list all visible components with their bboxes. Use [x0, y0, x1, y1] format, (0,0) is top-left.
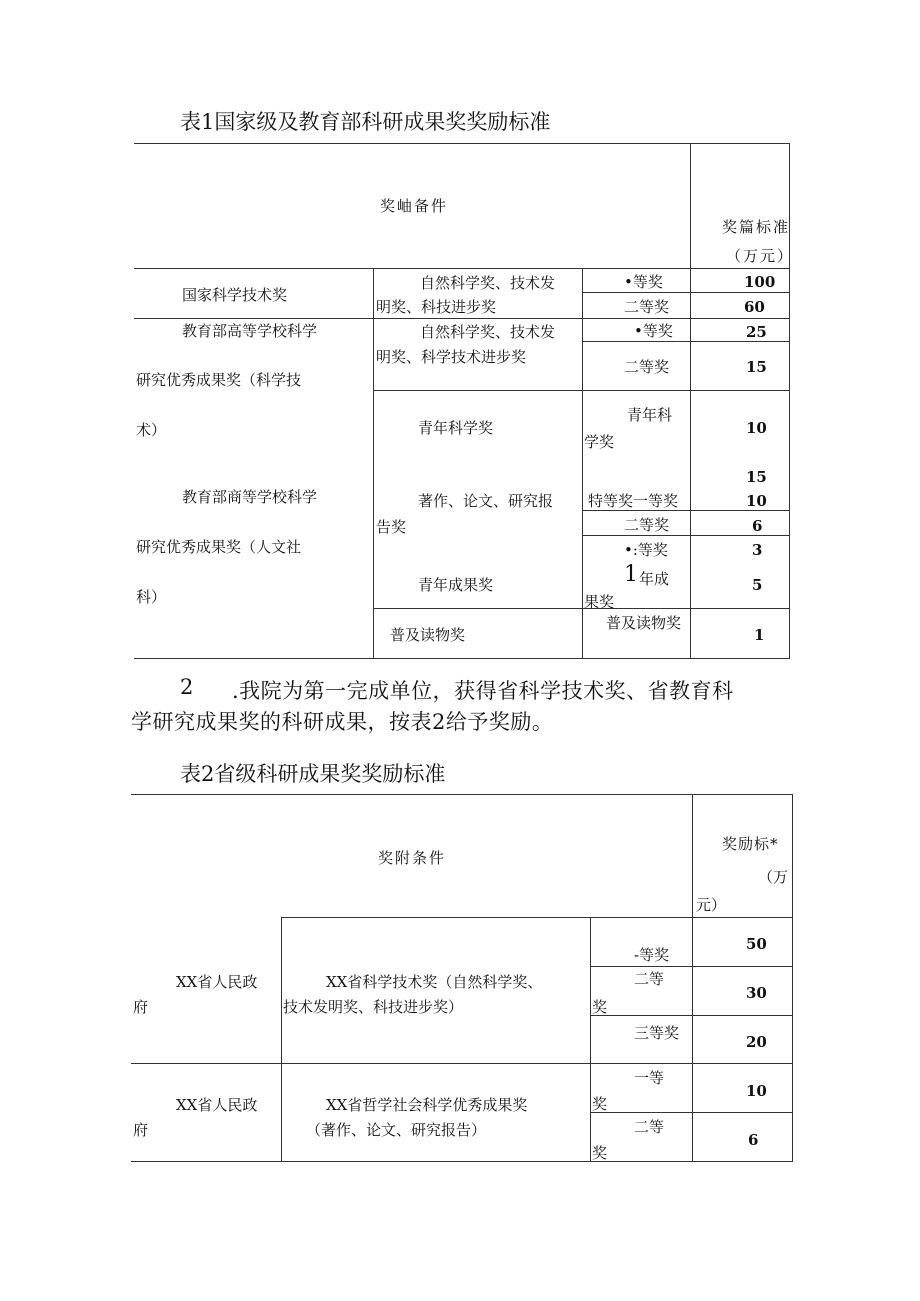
popular-reading-grade: 普及读物奖	[606, 614, 682, 632]
edu-humanities-award-2: 研究优秀成果奖（人文社	[136, 538, 302, 556]
youth-science-grade-1: 青年科	[627, 406, 673, 424]
grade-first-2: 奖	[592, 1095, 608, 1113]
paragraph-line-1: .我院为第一完成单位，获得省科学技术奖、省教育科	[232, 679, 734, 703]
provincial-government-1: XX省人民政	[176, 1096, 258, 1114]
amount-6: 6	[752, 517, 763, 535]
table2-header-unit-1: （万	[758, 868, 789, 886]
table2-header-standard: 奖励标*	[722, 835, 779, 853]
works-award-1: 著作、论文、研究报	[418, 492, 554, 510]
provincial-science-award-1: XX省科学技术奖（自然科学奖、	[326, 973, 543, 991]
table1-header-condition: 奖岫备件	[380, 197, 449, 215]
amount-30: 30	[746, 984, 767, 1002]
amount-3: 3	[752, 541, 763, 559]
works-award-2: 告奖	[376, 518, 407, 536]
amount-20: 20	[746, 1033, 767, 1051]
youth-science-award: 青年科学奖	[418, 419, 494, 437]
national-award-types-2: 明奖、科技进步奖	[376, 298, 497, 316]
provincial-philosophy-award-1: XX省哲学社会科学优秀成果奖	[326, 1096, 528, 1114]
edu-science-award-3: 术）	[136, 421, 167, 439]
grade-third: •:等奖	[624, 541, 668, 559]
paragraph-line-2: 学研究成果奖的科研成果，按表2给予奖励。	[131, 710, 554, 734]
edu-humanities-award-1: 教育部商等学校科学	[182, 488, 318, 506]
grade-second: 二等奖	[624, 298, 670, 316]
amount-6: 6	[748, 1131, 759, 1149]
youth-result-award: 青年成果奖	[418, 576, 494, 594]
provincial-government-2: 府	[133, 1121, 149, 1139]
grade-special-first: 特等奖一等奖	[588, 492, 679, 510]
youth-result-grade-2: 果奖	[584, 593, 615, 611]
table2-header-unit-2: 元）	[696, 896, 727, 914]
grade-first: •等奖	[634, 322, 673, 340]
provincial-science-award-2: 技术发明奖、科技进步奖）	[283, 998, 464, 1016]
grade-first: •等奖	[624, 273, 663, 291]
grade-second: 二等奖	[624, 358, 670, 376]
paragraph-number: 2	[180, 675, 194, 699]
grade-second: 二等奖	[624, 516, 670, 534]
amount-5: 5	[752, 576, 763, 594]
provincial-government-1: XX省人民政	[176, 973, 258, 991]
grade-second-1: 二等	[634, 1118, 665, 1136]
edu-science-award-2: 研究优秀成果奖（科学技	[136, 371, 302, 389]
table2-caption: 表2省级科研成果奖奖励标准	[180, 762, 446, 786]
table1-header-unit: （万元）	[726, 247, 795, 265]
youth-science-grade-2: 学奖	[584, 433, 615, 451]
edu-science-types-2: 明奖、科学技术进步奖	[376, 348, 527, 366]
grade-second-2: 奖	[592, 1144, 608, 1162]
popular-reading-award: 普及读物奖	[390, 626, 466, 644]
amount-25: 25	[746, 323, 767, 341]
amount-100: 100	[744, 273, 776, 291]
edu-science-types-1: 自然科学奖、技术发	[420, 323, 556, 341]
grade-first-1: 一等	[634, 1069, 665, 1087]
amount-10: 10	[746, 419, 767, 437]
amount-10: 10	[746, 492, 767, 510]
amount-50: 50	[746, 935, 767, 953]
provincial-philosophy-award-2: （著作、论文、研究报告）	[306, 1121, 487, 1139]
national-award-types-1: 自然科学奖、技术发	[420, 274, 556, 292]
amount-1: 1	[754, 626, 765, 644]
grade-third: 三等奖	[634, 1024, 680, 1042]
grade-first: -等奖	[634, 946, 670, 964]
grade-second-2: 奖	[592, 998, 608, 1016]
edu-science-award-1: 教育部高等学校科学	[182, 322, 318, 340]
youth-result-grade-num: 1	[624, 562, 638, 587]
table2-header-condition: 奖附条件	[378, 849, 447, 867]
amount-15: 15	[746, 468, 767, 486]
amount-15: 15	[746, 358, 767, 376]
edu-humanities-award-3: 科）	[136, 588, 167, 606]
table1-header-standard: 奖篇标准	[722, 218, 791, 236]
amount-60: 60	[744, 298, 765, 316]
youth-result-grade-1: 年成	[639, 570, 670, 588]
amount-10: 10	[746, 1082, 767, 1100]
table1-caption: 表1国家级及教育部科研成果奖奖励标准	[180, 110, 551, 134]
national-science-award: 国家科学技术奖	[182, 286, 288, 304]
provincial-government-2: 府	[133, 998, 149, 1016]
grade-second-1: 二等	[634, 970, 665, 988]
